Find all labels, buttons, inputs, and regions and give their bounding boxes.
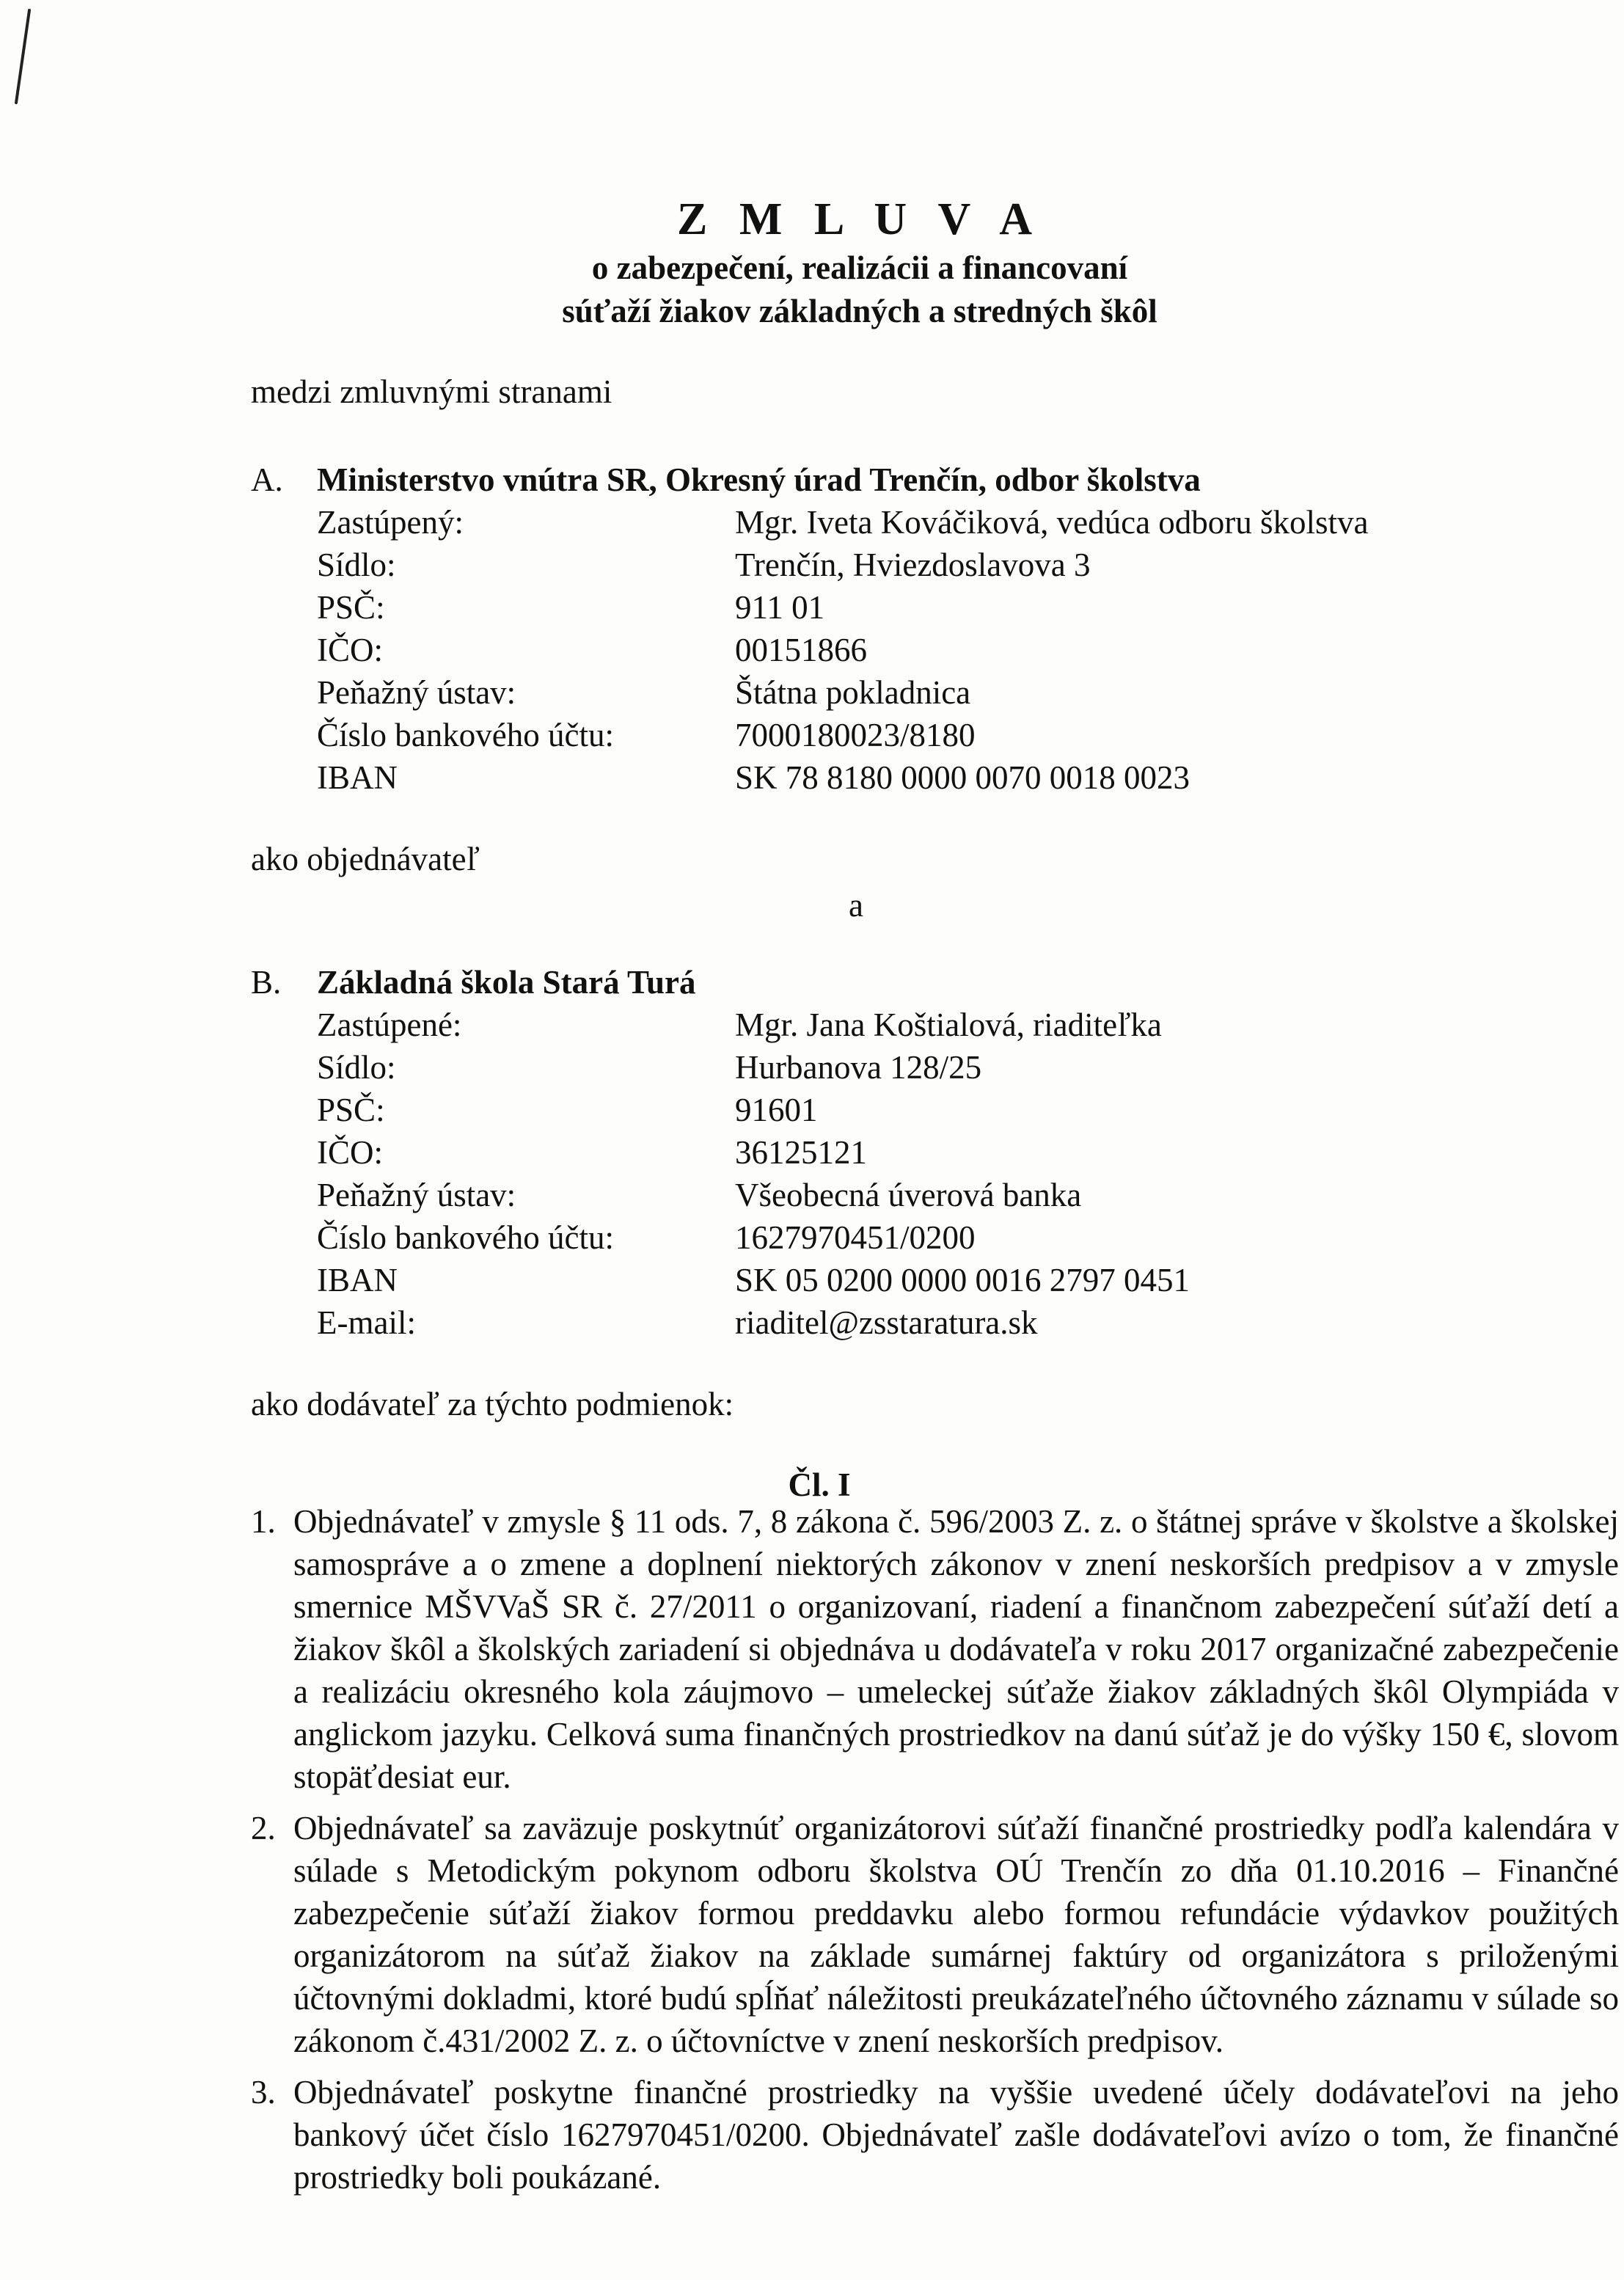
party-b-field-ico	[317, 1132, 1424, 1174]
party-a-field-account	[317, 715, 1424, 757]
field-label: IČO:	[317, 1134, 383, 1172]
field-label: Sídlo:	[317, 547, 396, 584]
article-item	[251, 2071, 1619, 2199]
field-label: Zastúpené:	[317, 1006, 462, 1044]
article-1-items	[251, 1500, 1619, 2207]
field-value: Mgr. Jana Koštialová, riaditeľka	[735, 1006, 1162, 1044]
party-a	[251, 458, 1424, 800]
party-b-field-iban	[317, 1260, 1424, 1302]
party-b-field-seat	[317, 1047, 1424, 1089]
article-item-number: 3.	[251, 2074, 276, 2111]
document-header	[0, 192, 1624, 332]
field-label: Číslo bankového účtu:	[317, 1219, 614, 1257]
party-a-field-seat	[317, 544, 1424, 587]
article-item	[251, 1807, 1619, 2062]
document-subtitle-line-2: súťaží žiakov základných a stredných škôl	[562, 292, 1157, 329]
party-b-field-email	[317, 1302, 1424, 1345]
field-value: Štátna pokladnica	[735, 674, 971, 712]
field-value: Hurbanova 128/25	[735, 1049, 982, 1086]
field-value: 00151866	[735, 632, 867, 669]
party-a-name: Ministerstvo vnútra SR, Okresný úrad Trenčín, odbor školstva	[317, 461, 1201, 498]
article-item-number: 2.	[251, 1810, 276, 1846]
party-b-field-bank	[317, 1174, 1424, 1217]
party-a-field-representative	[317, 502, 1424, 544]
field-label: Sídlo:	[317, 1049, 396, 1086]
party-a-fields	[317, 502, 1424, 800]
party-a-heading	[251, 458, 1424, 502]
party-b-name: Základná škola Stará Turá	[317, 964, 696, 1001]
field-value: SK 78 8180 0000 0070 0018 0023	[735, 759, 1190, 797]
party-b-letter: B.	[251, 964, 282, 1001]
field-value: Mgr. Iveta Kováčiková, vedúca odboru školstva	[735, 504, 1369, 541]
article-1-heading: Čl. I	[788, 1466, 851, 1503]
field-value: 911 01	[735, 589, 825, 626]
field-value: riaditel@zsstaratura.sk	[735, 1304, 1038, 1342]
field-value: Trenčín, Hviezdoslavova 3	[735, 547, 1091, 584]
field-label: IČO:	[317, 632, 383, 669]
field-label: Peňažný ústav:	[317, 1177, 516, 1214]
field-label: Zastúpený:	[317, 504, 464, 541]
document-title: Z M L U V A	[677, 194, 1042, 244]
party-a-role: ako objednávateľ	[251, 841, 480, 877]
party-a-field-ico	[317, 629, 1424, 672]
party-b-field-account	[317, 1217, 1424, 1260]
field-label: PSČ:	[317, 589, 385, 626]
field-value: 36125121	[735, 1134, 867, 1172]
field-value: 91601	[735, 1092, 818, 1129]
article-item	[251, 1500, 1619, 1798]
field-value: 7000180023/8180	[735, 717, 976, 754]
between-parties-text: medzi zmluvnými stranami	[251, 373, 612, 410]
field-value: Všeobecná úverová banka	[735, 1177, 1082, 1214]
party-a-field-postcode	[317, 587, 1424, 629]
field-label: PSČ:	[317, 1092, 385, 1129]
article-item-number: 1.	[251, 1503, 276, 1540]
field-label: Číslo bankového účtu:	[317, 717, 614, 754]
field-label: E-mail:	[317, 1304, 416, 1342]
party-b-fields	[317, 1004, 1424, 1345]
party-a-letter: A.	[251, 461, 283, 498]
party-a-field-bank	[317, 672, 1424, 715]
field-value: 1627970451/0200	[735, 1219, 976, 1257]
conjunction-text: a	[849, 887, 863, 924]
field-label: Peňažný ústav:	[317, 674, 516, 712]
party-b-field-representative	[317, 1004, 1424, 1047]
document-subtitle-line-1: o zabezpečení, realizácii a financovaní	[591, 249, 1128, 287]
party-b	[251, 961, 1424, 1345]
party-b-role: ako dodávateľ za týchto podmienok:	[251, 1386, 734, 1422]
party-b-heading	[251, 961, 1424, 1004]
party-a-field-iban	[317, 757, 1424, 800]
party-b-field-postcode	[317, 1089, 1424, 1132]
handwritten-slash-mark	[7, 6, 37, 109]
field-label: IBAN	[317, 759, 398, 797]
article-item-text: Objednávateľ v zmysle § 11 ods. 7, 8 zákona č. 596/2003 Z. z. o štátnej správe v školstve a školskej samospráve a o zmene a doplnení niektorých zákonov v znení neskorších predpisov a v zmysle smernice MŠVVaŠ SR č. 27/2011 o organizovaní, riadení a finančnom zabezpečení súťaží detí a žiakov škôl a školských zariadení si objednáva u dodávateľa v roku 2017 organizačné zabezpečenie a realizáciu okresného kola záujmovo – umeleckej súťaže žiakov základných škôl Olympiáda v anglickom jazyku. Celková suma finančných prostriedkov na danú súťaž je do výšky 150 €, slovom stopäťdesiat eur.	[293, 1503, 1619, 1795]
article-item-text: Objednávateľ sa zaväzuje poskytnúť organizátorovi súťaží finančné prostriedky podľa kalendára v súlade s Metodickým pokynom odboru školstva OÚ Trenčín zo dňa 01.10.2016 – Finančné zabezpečenie súťaží žiakov formou preddavku alebo formou refundácie výdavkov použitých organizátorom na súťaž žiakov na základe sumárnej faktúry od organizátora s priloženými účtovnými dokladmi, ktoré budú spĺňať náležitosti preukázateľného účtovného záznamu v súlade so zákonom č.431/2002 Z. z. o účtovníctve v znení neskorších predpisov.	[293, 1810, 1619, 2059]
field-label: IBAN	[317, 1262, 398, 1299]
article-item-text: Objednávateľ poskytne finančné prostriedky na vyššie uvedené účely dodávateľovi na jeho bankový účet číslo 1627970451/0200. Objednávateľ zašle dodávateľovi avízo o tom, že finančné prostriedky boli poukázané.	[293, 2074, 1619, 2196]
field-value: SK 05 0200 0000 0016 2797 0451	[735, 1262, 1190, 1299]
